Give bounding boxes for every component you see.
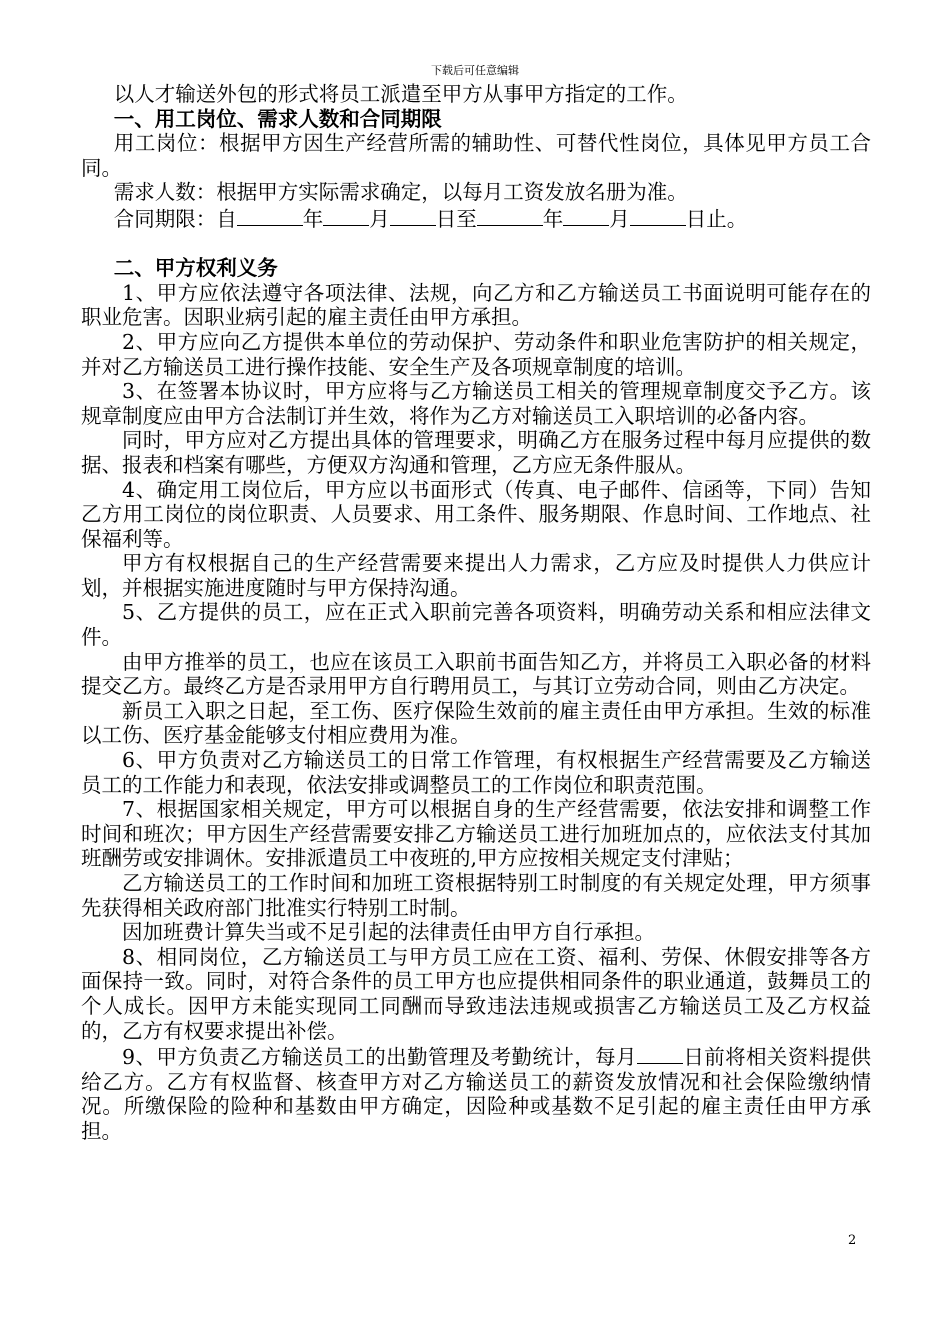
term-label: 合同期限：自	[113, 206, 237, 231]
term-year-2: 年	[542, 206, 564, 231]
term-end: 日止。	[685, 206, 748, 231]
clause-4: 4、确定用工岗位后，甲方应以书面形式（传真、电子邮件、信函等，下同）告知乙方用工岗位的岗位职责、人员要求、用工条件、服务期限、作息时间、工作地点、社保福利等。	[81, 477, 871, 551]
clause-6: 6、甲方负责对乙方输送员工的日常工作管理，有权根据生产经营需要及乙方输送员工的工作能力和表现，依法安排或调整员工的工作岗位和职责范围。	[81, 748, 871, 797]
clause-5-continued: 由甲方推举的员工，也应在该员工入职前书面告知乙方，并将员工入职必备的材料提交乙方。最终乙方是否录用甲方自行聘用员工，与其订立劳动合同，则由乙方决定。	[81, 649, 871, 699]
paragraph-contract-term	[81, 205, 871, 232]
term-month-1: 月	[369, 206, 390, 231]
clause-8: 8、相同岗位，乙方输送员工与甲方员工应在工资、福利、劳保、休假安排等各方面保持一致。同时，对符合条件的员工甲方也应提供相同条件的职业通道，鼓舞员工的个人成长。因甲方未能实现同工同酬而导致违法违规或损害乙方输送员工及乙方权益的，乙方有权要求提出补偿。	[81, 944, 871, 1043]
clause-3-continued: 同时，甲方应对乙方提出具体的管理要求，明确乙方在服务过程中每月应提供的数据、报表和档案有哪些，方便双方沟通和管理，乙方应无条件服从。	[81, 428, 871, 477]
paragraph-post: 用工岗位：根据甲方因生产经营所需的辅助性、可替代性岗位，具体见甲方员工合同。	[81, 131, 871, 180]
paragraph-headcount: 需求人数：根据甲方实际需求确定，以每月工资发放名册为准。	[113, 180, 688, 205]
clause-9-part-a: 9、甲方负责乙方输送员工的出勤管理及考勤统计，每月	[122, 1045, 637, 1070]
blank-end-day[interactable]	[630, 205, 686, 226]
clause-1: 1、甲方应依法遵守各项法律、法规，向乙方和乙方输送员工书面说明可能存在的职业危害。因职业病引起的雇主责任由甲方承担。	[81, 280, 871, 330]
document-body	[81, 82, 871, 1144]
clause-7: 7、根据国家相关规定，甲方可以根据自身的生产经营需要，依法安排和调整工作时间和班次；甲方因生产经营需要安排乙方输送员工进行加班加点的，应依法支付其加班酬劳或安排调休。安排派遣员工中夜班的,甲方应按相关规定支付津贴；	[81, 797, 871, 871]
blank-start-day[interactable]	[390, 205, 436, 226]
spacer	[81, 232, 871, 257]
clause-9	[81, 1043, 871, 1143]
clause-7-continued: 乙方输送员工的工作时间和加班工资根据特别工时制度的有关规定处理，甲方须事先获得相关政府部门批准实行特别工时制。	[81, 871, 871, 920]
term-year-1: 年	[302, 206, 324, 231]
clause-3: 3、在签署本协议时，甲方应将与乙方输送员工相关的管理规章制度交予乙方。该规章制度应由甲方合法制订并生效，将作为乙方对输送员工入职培训的必备内容。	[81, 379, 871, 428]
blank-end-year[interactable]	[477, 205, 543, 226]
header-note: 下载后可任意编辑	[431, 64, 519, 77]
clause-7-liability: 因加班费计算失当或不足引起的法律责任由甲方自行承担。	[122, 920, 655, 945]
blank-end-month[interactable]	[563, 205, 609, 226]
clause-9-part-b: 日前将相关资料提供给乙方。乙方有权监督、核查甲方对乙方输送员工的薪资发放情况和社会保险缴纳情况。所缴保险的险种和基数由甲方确定，因险种或基数不足引起的雇主责任由甲方承担。	[81, 1045, 871, 1143]
section-heading-2: 二、甲方权利义务	[113, 256, 278, 281]
clause-5-liability: 新员工入职之日起，至工伤、医疗保险生效前的雇主责任由甲方承担。生效的标准以工伤、医疗基金能够支付相应费用为准。	[81, 698, 871, 748]
blank-attendance-day[interactable]	[637, 1043, 683, 1064]
clause-2: 2、甲方应向乙方提供本单位的劳动保护、劳动条件和职业危害防护的相关规定，并对乙方输送员工进行操作技能、安全生产及各项规章制度的培训。	[81, 329, 871, 379]
page-number: 2	[848, 1233, 857, 1248]
intro-line: 以人才输送外包的形式将员工派遣至甲方从事甲方指定的工作。	[113, 82, 688, 106]
clause-5: 5、乙方提供的员工，应在正式入职前完善各项资料，明确劳动关系和相应法律文件。	[81, 600, 871, 650]
section-heading-1: 一、用工岗位、需求人数和合同期限	[113, 106, 442, 131]
clause-4-continued: 甲方有权根据自己的生产经营需要来提出人力需求，乙方应及时提供人力供应计划，并根据实施进度随时与甲方保持沟通。	[81, 551, 871, 600]
term-day-to: 日至	[435, 206, 477, 231]
term-month-2: 月	[609, 206, 630, 231]
blank-start-month[interactable]	[323, 205, 369, 226]
blank-start-year[interactable]	[237, 205, 303, 226]
